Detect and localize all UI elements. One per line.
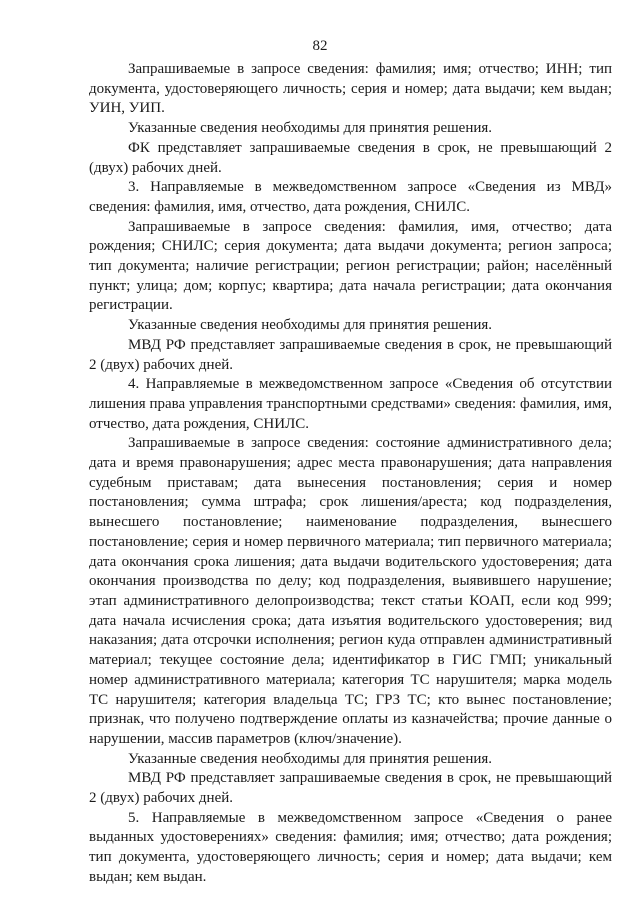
paragraph: 5. Направляемые в межведомственном запросе «Сведения о ранее выданных удостоверениях» сведения: фамилия; имя; отчество; дата рождения; тип документа, удостоверяющего личность; серия и номер; дата выдачи; кем выдан; кем выдан. [89,809,612,885]
paragraph: ФК представляет запрашиваемые сведения в срок, не превышающий 2 (двух) рабочих дней. [89,139,612,176]
paragraph: Запрашиваемые в запросе сведения: фамилия, имя, отчество; дата рождения; СНИЛС; серия документа; дата выдачи документа; регион запроса; тип документа; наличие регистрации; регион регистрации; район; населённый пункт; улица; дом; корпус; квартира; дата начала регистрации; дата окончания регистрации. [89,218,612,314]
page-number: 82 [312,38,328,54]
paragraph: 3. Направляемые в межведомственном запросе «Сведения из МВД» сведения: фамилия, имя, отчество, дата рождения, СНИЛС. [89,179,612,215]
paragraph: Указанные сведения необходимы для принятия решения. [128,317,493,334]
paragraph: Указанные сведения необходимы для принятия решения. [128,750,493,767]
document-body [89,60,612,888]
paragraph: 4. Направляемые в межведомственном запросе «Сведения об отсутствии лишения права управления транспортными средствами» сведения: фамилия, имя, отчество, дата рождения, СНИЛС. [89,376,612,432]
paragraph: МВД РФ представляет запрашиваемые сведения в срок, не превышающий 2 (двух) рабочих дней. [89,336,612,373]
paragraph: Запрашиваемые в запросе сведения: состояние административного дела; дата и время правонарушения; адрес места правонарушения; дата направления судебным приставам; дата вынесения постановления; серия и номер постановления; сумма штрафа; срок лишения/ареста; код подразделения, вынесшего постановление; наименование подразделения, вынесшего постановление; серия и номер первичного материала; тип первичного материала; дата окончания срока лишения; дата выдачи водительского удостоверения; дата окончания производства по делу; код подразделения, выявившего нарушение; этап административного делопроизводства; текст статьи КОАП, если код 999; дата начала исчисления срока; дата изъятия водительского удостоверения; вид наказания; дата отсрочки исполнения; регион куда отправлен административный материал; текущее состояние дела; идентификатор в ГИС ГМП; уникальный номер административного материала; категория ТС нарушителя; марка модель ТС нарушителя; категория владельца ТС; ГРЗ ТС; кто вынес постановление; признак, что получено подтверждение оплаты из казначейства; прочие данные о нарушении, массив параметров (ключ/значение). [89,435,612,747]
paragraph: Запрашиваемые в запросе сведения: фамилия; имя; отчество; ИНН; тип документа, удостоверяющего личность; серия и номер; дата выдачи; кем выдан; УИН, УИП. [89,61,612,117]
paragraph: МВД РФ представляет запрашиваемые сведения в срок, не превышающий 2 (двух) рабочих дней. [89,770,612,807]
paragraph: Указанные сведения необходимы для принятия решения. [128,120,493,137]
